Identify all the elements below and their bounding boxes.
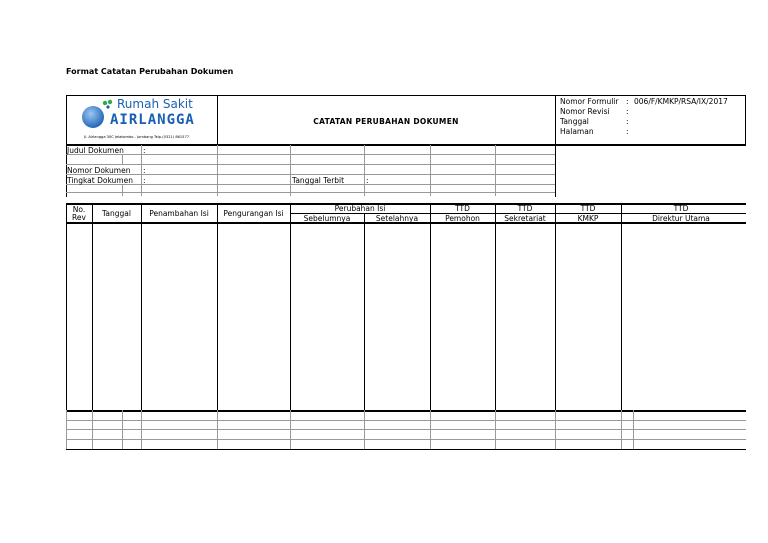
meta-nomor-formulir-label: Nomor Formulir [560,97,619,106]
col-ttd-pemohon: Pemohon [445,214,480,223]
col-ttd-direktur-top: TTD [673,204,689,213]
tanggal-terbit-label: Tanggal Terbit [292,176,345,185]
page-title: Format Catatan Perubahan Dokumen [66,67,234,76]
tingkat-dokumen-label: Tingkat Dokumen [67,176,133,185]
col-penambahan-isi: Penambahan Isi [149,209,209,218]
col-ttd-pemohon-top: TTD [455,204,470,213]
meta-tanggal-label: Tanggal [560,117,589,126]
col-perubahan-isi: Perubahan Isi [334,204,386,213]
col-tanggal: Tanggal [102,209,131,218]
logo [80,97,202,143]
logo-address: Jl. Airlangga 30C Jelakombo - Jombang Telp.(0321) 861577 [84,135,190,139]
judul-dokumen-label: Judul Dokumen [67,146,124,155]
col-ttd-kmkp-top: TTD [580,204,596,213]
logo-name-top: Rumah Sakit [117,97,193,111]
col-pengurangan-isi: Pengurangan Isi [223,209,284,218]
meta-halaman-label: Halaman [560,127,594,136]
col-setelahnya: Setelahnya [375,214,419,223]
col-ttd-direktur-utama: Direktur Utama [652,214,710,223]
col-ttd-sekretariat-top: TTD [517,204,533,213]
meta-nomor-revisi-label: Nomor Revisi [560,107,610,116]
col-sebelumnya: Sebelumnya [303,214,351,223]
col-no-bottom: Rev [72,213,86,222]
col-ttd-sekretariat: Sekretariat [504,214,546,223]
col-ttd-kmkp: KMKP [577,214,599,223]
nomor-dokumen-label: Nomor Dokumen [67,166,131,175]
col-no-top: No. [72,205,86,214]
form-title: CATATAN PERUBAHAN DOKUMEN [313,117,459,126]
logo-name-bottom: AIRLANGGA [110,112,195,128]
meta-nomor-formulir-value: 006/F/KMKP/RSA/IX/2017 [634,97,728,106]
